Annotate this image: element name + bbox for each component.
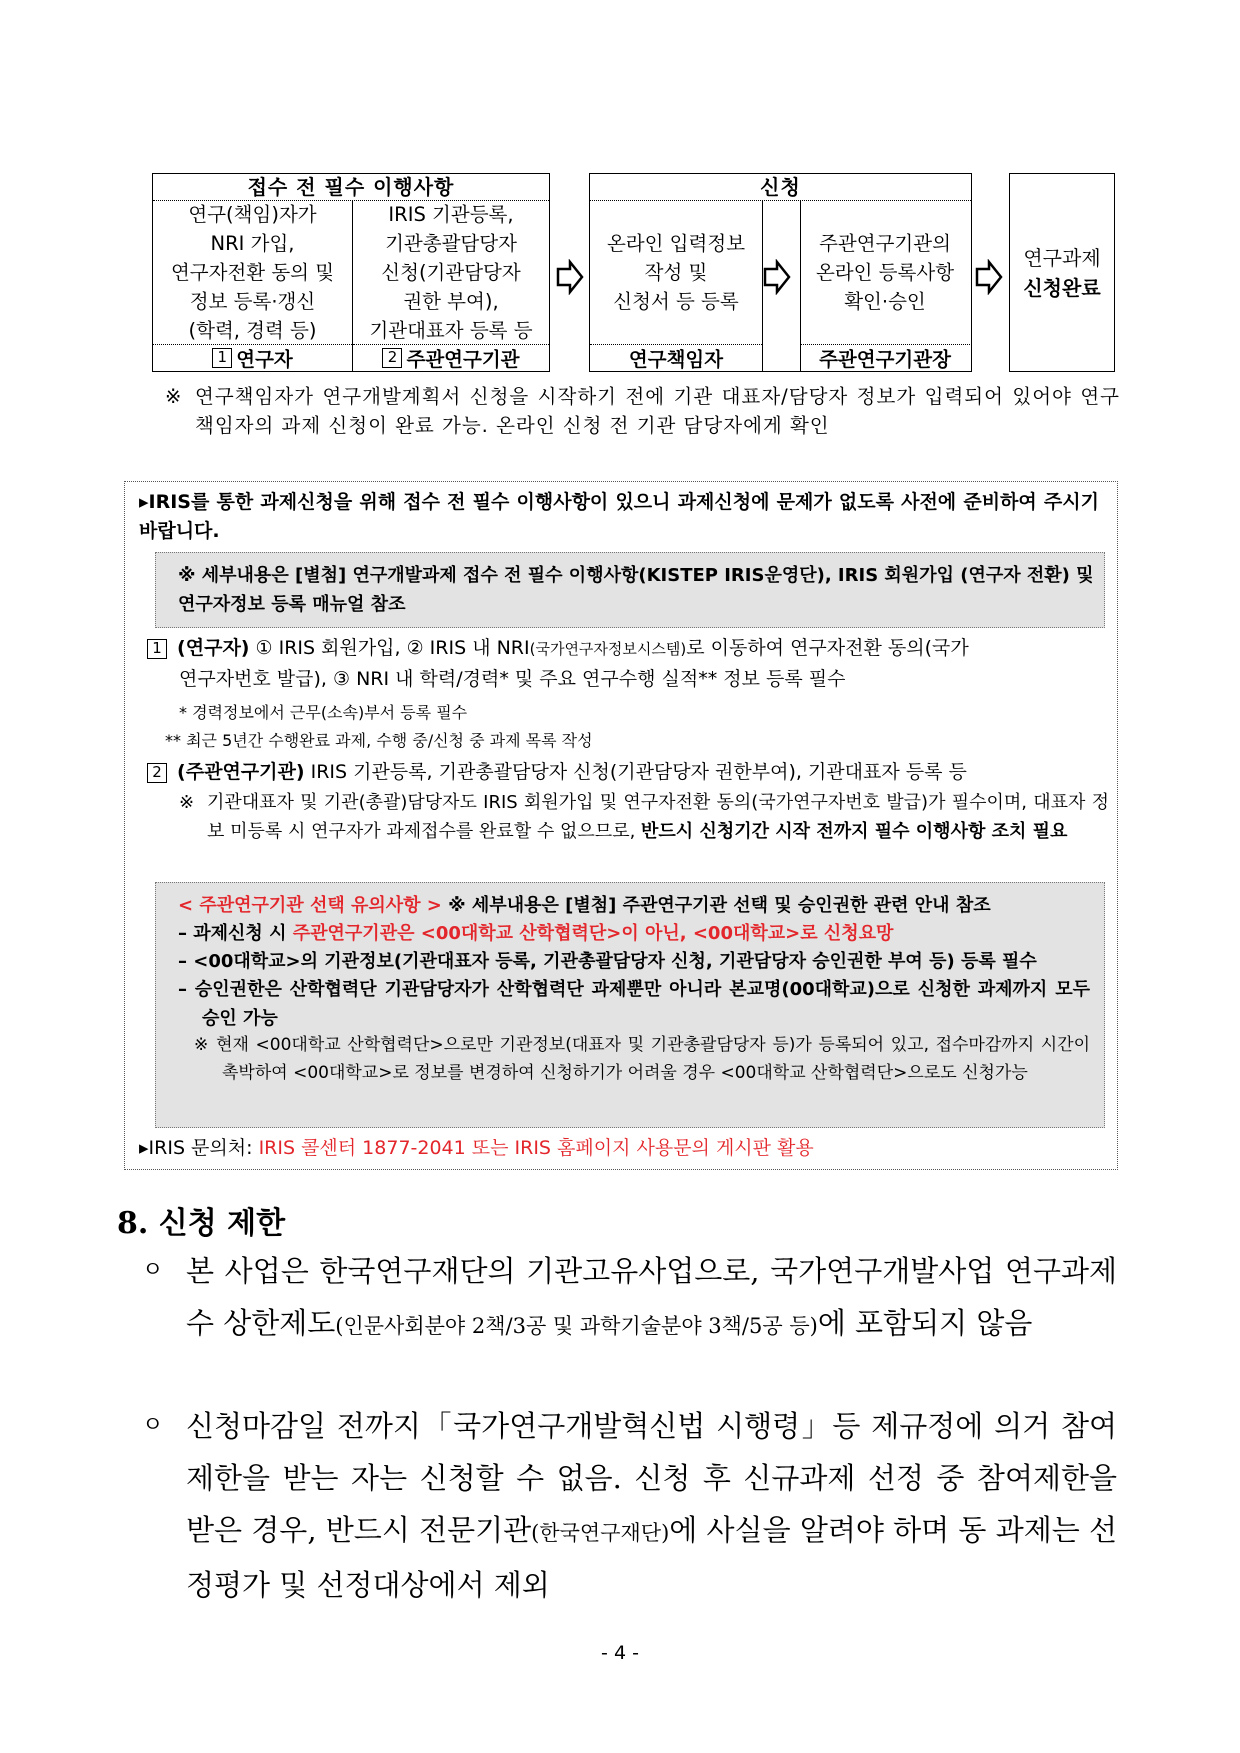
text-line: 기관총괄담당자 <box>385 232 517 255</box>
pi-label: 연구책임자 <box>590 344 762 371</box>
text-line: 신청(기관담당자 <box>381 261 521 284</box>
notice-title: < 주관연구기관 선택 유의사항 > <box>178 895 442 916</box>
step-number: 1 <box>212 348 232 368</box>
step-number: 2 <box>382 348 402 368</box>
text-line: 권한 부여), <box>403 290 499 313</box>
note-mark: ※ <box>179 792 195 813</box>
paragraph-small-text: (인문사회분야 2책/3공 및 과학기술분야 3책/5공 등) <box>335 1314 818 1338</box>
paragraph-text: 에 사실을 알려야 하며 동 과제는 선정평가 및 선정대상에서 제외 <box>186 1513 1118 1602</box>
researcher-label <box>153 344 352 371</box>
paragraph-text: 에 포함되지 않음 <box>817 1306 1033 1340</box>
item-text: 로 이동하여 연구자전환 동의(국가 <box>686 637 969 659</box>
arrow-right-icon <box>556 259 584 295</box>
diagram-note <box>165 382 1120 440</box>
paragraph-text: 신청마감일 전까지「국가연구개발혁신법 시행령」등 제규정에 의거 참여제한을 받는 자는 신청할 수 없음. 신청 후 신규과제 선정 중 참여제한을 받은 경우, 반드시 전문기관 <box>186 1409 1117 1547</box>
institution-selection-notice <box>155 882 1105 1128</box>
bullet-icon: ㅇ <box>142 1258 164 1283</box>
item-text-line: 연구자번호 발급), ③ NRI 내 학력/경력* 및 주요 연구수행 실적** 정보 등록 필수 <box>179 668 846 690</box>
note-mark: ※ <box>165 385 183 408</box>
notice-line: – <00대학교>의 기관정보(기관대표자 등록, 기관총괄담당자 신청, 기관담당자 승인권한 부여 등) 등록 필수 <box>178 951 1037 972</box>
notice-line <box>178 975 1090 1033</box>
institution-head-label: 주관연구기관장 <box>800 344 970 371</box>
restriction-paragraph-1 <box>142 1245 1117 1352</box>
notice-box <box>124 481 1118 1170</box>
item-heading: (연구자) <box>177 637 250 659</box>
contact-line <box>139 1134 1099 1163</box>
actor-label: 연구자 <box>236 348 293 371</box>
text-line: NRI 가입, <box>210 232 295 255</box>
item-heading: (주관연구기관) <box>177 761 305 783</box>
item-number: 1 <box>147 639 167 659</box>
prerequisite-title: 접수 전 필수 이행사항 <box>153 174 549 201</box>
contact-label: ▸IRIS 문의처: <box>139 1137 259 1159</box>
prerequisite-box <box>152 173 550 372</box>
application-flow-diagram <box>152 173 1118 374</box>
arrow-right-icon <box>975 259 1003 295</box>
notice-text-red: 주관연구기관은 <00대학교 산학협력단>이 아닌, <00대학교>로 신청요망 <box>292 923 894 944</box>
text-line: IRIS 기관등록, <box>388 203 514 226</box>
item-number: 2 <box>147 763 167 783</box>
notice-reference: ※ 세부내용은 [별첨] 주관연구기관 선택 및 승인권한 관련 안내 참조 <box>441 895 991 916</box>
completion-text-bold: 신청완료 <box>1023 275 1101 300</box>
notice-line <box>178 919 1088 948</box>
notice-text: – 과제신청 시 <box>178 923 293 944</box>
section-heading: 8. 신청 제한 <box>117 1206 286 1241</box>
text-line: 확인·승인 <box>844 290 926 313</box>
paragraph-text: 본 사업은 한국연구재단의 기관고유사업으로, 국가연구개발사업 연구과제 수 상한제도 <box>186 1254 1117 1340</box>
reference-note-text: ※ 세부내용은 [별첨] 연구개발과제 접수 전 필수 이행사항(KISTEP IRIS운영단), IRIS 회원가입 (연구자 전환) 및 연구자정보 등록 매뉴얼 참조 <box>178 565 1094 615</box>
note-text: 기관대표자 및 기관(총괄)담당자도 IRIS 회원가입 및 연구자전환 동의(국가연구자번호 발급)가 필수이며, 대표자 정보 미등록 시 연구자가 과제접수를 완료할 수 없으므로, <box>207 792 1109 842</box>
researcher-requirements <box>147 634 1107 664</box>
institution-step <box>353 201 549 344</box>
reference-note-box <box>155 552 1105 628</box>
text-line: 정보 등록·갱신 <box>189 290 316 313</box>
institution-note <box>179 788 1109 846</box>
institution-head-step <box>800 201 970 344</box>
researcher-step <box>153 201 352 344</box>
page-number: - 4 - <box>601 1642 639 1664</box>
notice-footnote <box>194 1031 1090 1087</box>
completion-text: 연구과제 <box>1023 245 1101 270</box>
restriction-paragraph-2 <box>142 1400 1117 1611</box>
notice-title-line <box>178 891 1088 920</box>
institution-requirements <box>147 758 1113 787</box>
notice-footnote-text: ※ 현재 <00대학교 산학협력단>으로만 기관정보(대표자 및 기관총괄담당자 등)가 등록되어 있고, 접수마감까지 시간이 촉박하여 <00대학교>로 정보를 변경하여 신청하기가 어려울 경우 <00대학교 산학협력단>으로도 신청가능 <box>194 1035 1090 1083</box>
text-line: 연구자전환 동의 및 <box>170 261 335 284</box>
institution-label <box>353 344 549 371</box>
contact-value: IRIS 콜센터 1877-2041 또는 IRIS 홈페이지 사용문의 게시판 활용 <box>258 1137 814 1159</box>
note-text: 연구책임자가 연구개발계획서 신청을 시작하기 전에 기관 대표자/담당자 정보가 입력되어 있어야 연구책임자의 과제 신청이 완료 가능. 온라인 신청 전 기관 담당자에게 확인 <box>195 385 1120 437</box>
application-title: 신청 <box>590 174 971 201</box>
pi-step <box>590 201 762 344</box>
completion-box <box>1009 173 1115 372</box>
paragraph-small-text: (한국연구재단) <box>531 1521 670 1545</box>
footnote: * 경력정보에서 근무(소속)부서 등록 필수 <box>179 703 468 722</box>
bullet-icon: ㅇ <box>142 1413 164 1438</box>
text-line: (학력, 경력 등) <box>188 319 317 342</box>
item-text: IRIS 기관등록, 기관총괄담당자 신청(기관담당자 권한부여), 기관대표자 등록 등 <box>304 761 967 783</box>
text-line: 신청서 등 등록 <box>613 290 739 313</box>
arrow-right-icon <box>763 259 791 295</box>
footnote: ** 최근 5년간 수행완료 과제, 수행 중/신청 중 과제 목록 작성 <box>165 731 593 750</box>
text-line: 기관대표자 등록 등 <box>369 319 533 342</box>
text-line: 작성 및 <box>644 261 708 284</box>
actor-label: 주관연구기관 <box>406 348 520 371</box>
text-line: 주관연구기관의 <box>819 232 951 255</box>
item-small-text: (국가연구자정보시스템) <box>529 640 687 658</box>
text-line: 연구(책임)자가 <box>188 203 317 226</box>
notice-text: – 승인권한은 산학협력단 기관담당자가 산학협력단 과제뿐만 아니라 본교명(00대학교)으로 신청한 과제까지 모두 승인 가능 <box>178 979 1090 1029</box>
item-text: ① IRIS 회원가입, ② IRIS 내 NRI <box>255 637 530 659</box>
text-line: 온라인 입력정보 <box>606 232 746 255</box>
intro-text: ▸IRIS를 통한 과제신청을 위해 접수 전 필수 이행사항이 있으니 과제신청에 문제가 없도록 사전에 준비하여 주시기 바랍니다. <box>139 491 1099 542</box>
text-line: 온라인 등록사항 <box>815 261 955 284</box>
note-text-bold: 반드시 신청기간 시작 전까지 필수 이행사항 조치 필요 <box>641 821 1068 842</box>
